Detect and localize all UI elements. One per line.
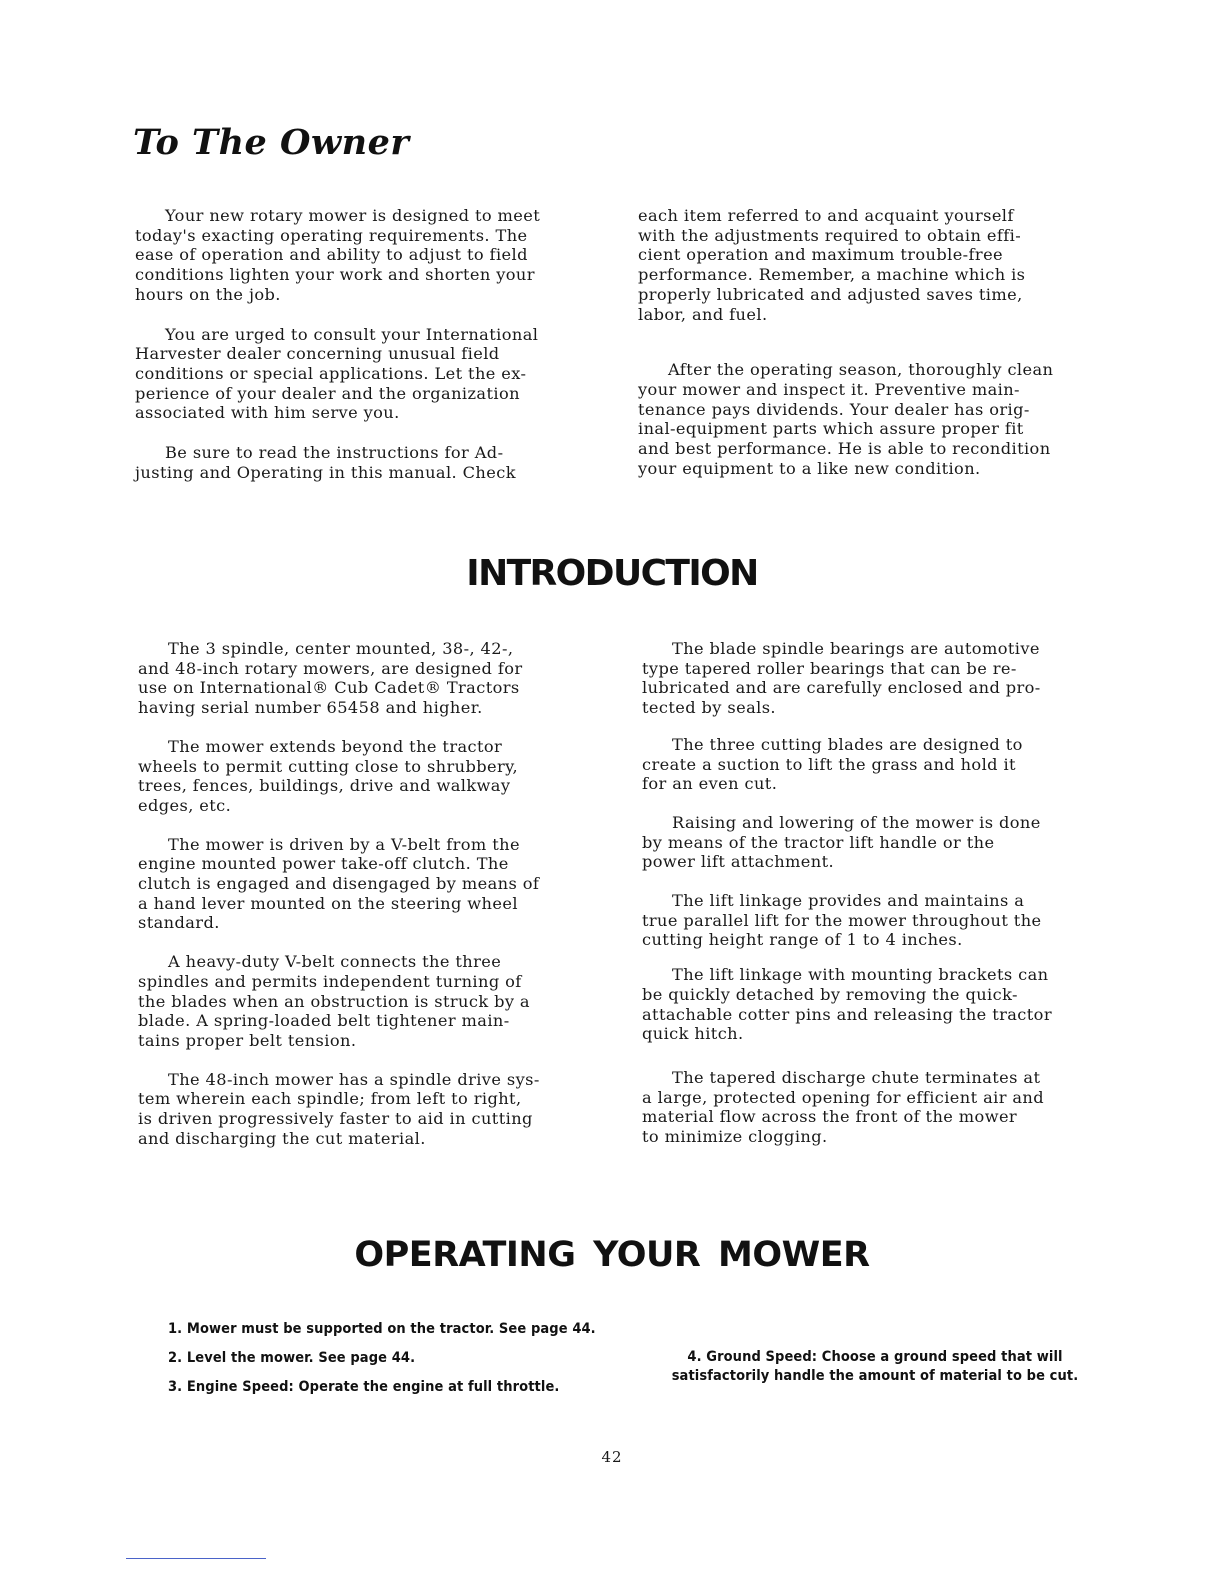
intro-left-column: [138, 639, 618, 1148]
intro-paragraph: The lift linkage with mounting brackets can be quickly detached by removing the quick- attachable cotter pins and releasing the tractor quick hitch.: [642, 965, 1052, 1044]
intro-paragraph: The mower is driven by a V-belt from the engine mounted power take-off clutch. The clutch is engaged and disengaged by means of a hand lever mounted on the steering wheel standard.: [138, 834, 540, 933]
owner-left-column: [135, 206, 615, 482]
page-number: 42: [601, 1448, 623, 1466]
intro-paragraph: The lift linkage provides and maintains a true parallel lift for the mower throughout the cutting height range of 1 to 4 inches.: [642, 891, 1042, 950]
operating-step: 4. Ground Speed: Choose a ground speed that will satisfactorily handle the amount of material to be cut.: [671, 1349, 1079, 1384]
intro-paragraph: The mower extends beyond the tractor wheels to permit cutting close to shrubbery, trees, fences, buildings, drive and walkway edges, etc.: [138, 736, 519, 815]
operating-steps-left: [168, 1321, 628, 1395]
intro-paragraph: The 3 spindle, center mounted, 38-, 42-, and 48-inch rotary mowers, are designed for use on International® Cub Cadet® Tractors having serial number 65458 and higher.: [138, 639, 523, 718]
intro-right-column: [642, 639, 1132, 1147]
intro-paragraph: The tapered discharge chute terminates at a large, protected opening for efficient air and material flow across the front of the mower to minimize clogging.: [642, 1067, 1045, 1147]
owner-paragraph: Your new rotary mower is designed to meet today's exacting operating requirements. The ease of operation and ability to adjust to field conditions lighten your work and shorten your hours on the job.: [135, 206, 541, 304]
owner-paragraph: After the operating season, thoroughly clean your mower and inspect it. Preventive main- tenance pays dividends. Your dealer has orig- inal-equipment parts which assure proper fit and best performance. He is able to recondition your equipment to a like new condition.: [638, 360, 1054, 478]
intro-paragraph: Raising and lowering of the mower is done by means of the tractor lift handle or the power lift attachment.: [642, 812, 1041, 872]
footer-rule: [126, 1558, 266, 1559]
page-title: To The Owner: [133, 122, 410, 163]
intro-paragraph: The 48-inch mower has a spindle drive sys- tem wherein each spindle; from left to right, is driven progressively faster to aid in cutting and discharging the cut material.: [138, 1069, 540, 1148]
intro-paragraph: The blade spindle bearings are automotive type tapered roller bearings that can be re- lubricated and are carefully enclosed and pro- tected by seals.: [642, 639, 1041, 718]
operating-steps-right: [640, 1348, 1110, 1386]
owner-paragraph: You are urged to consult your International Harvester dealer concerning unusual field conditions or special applications. Let the ex- perience of your dealer and the organization associated with him serve you.: [135, 324, 539, 423]
operating-step: 2. Level the mower. See page 44.: [168, 1350, 416, 1366]
owner-paragraph: Be sure to read the instructions for Ad- justing and Operating in this manual. Check: [135, 443, 516, 482]
operating-step: 1. Mower must be supported on the tractor. See page 44.: [168, 1321, 596, 1337]
owner-paragraph: each item referred to and acquaint yourself with the adjustments required to obtain effi- cient operation and maximum trouble-free performance. Remember, a machine which is properly lubricated and adjusted saves time, labor, and fuel.: [638, 206, 1026, 324]
intro-paragraph: The three cutting blades are designed to create a suction to lift the grass and hold it for an even cut.: [642, 734, 1023, 794]
introduction-heading: INTRODUCTION: [466, 553, 758, 594]
owner-right-column: [638, 206, 1128, 478]
intro-paragraph: A heavy-duty V-belt connects the three spindles and permits independent turning of the blades when an obstruction is struck by a blade. A spring-loaded belt tightener main- tains proper belt tension.: [138, 952, 530, 1050]
operating-step: 3. Engine Speed: Operate the engine at full throttle.: [168, 1379, 560, 1395]
operating-heading: OPERATING YOUR MOWER: [354, 1235, 870, 1275]
